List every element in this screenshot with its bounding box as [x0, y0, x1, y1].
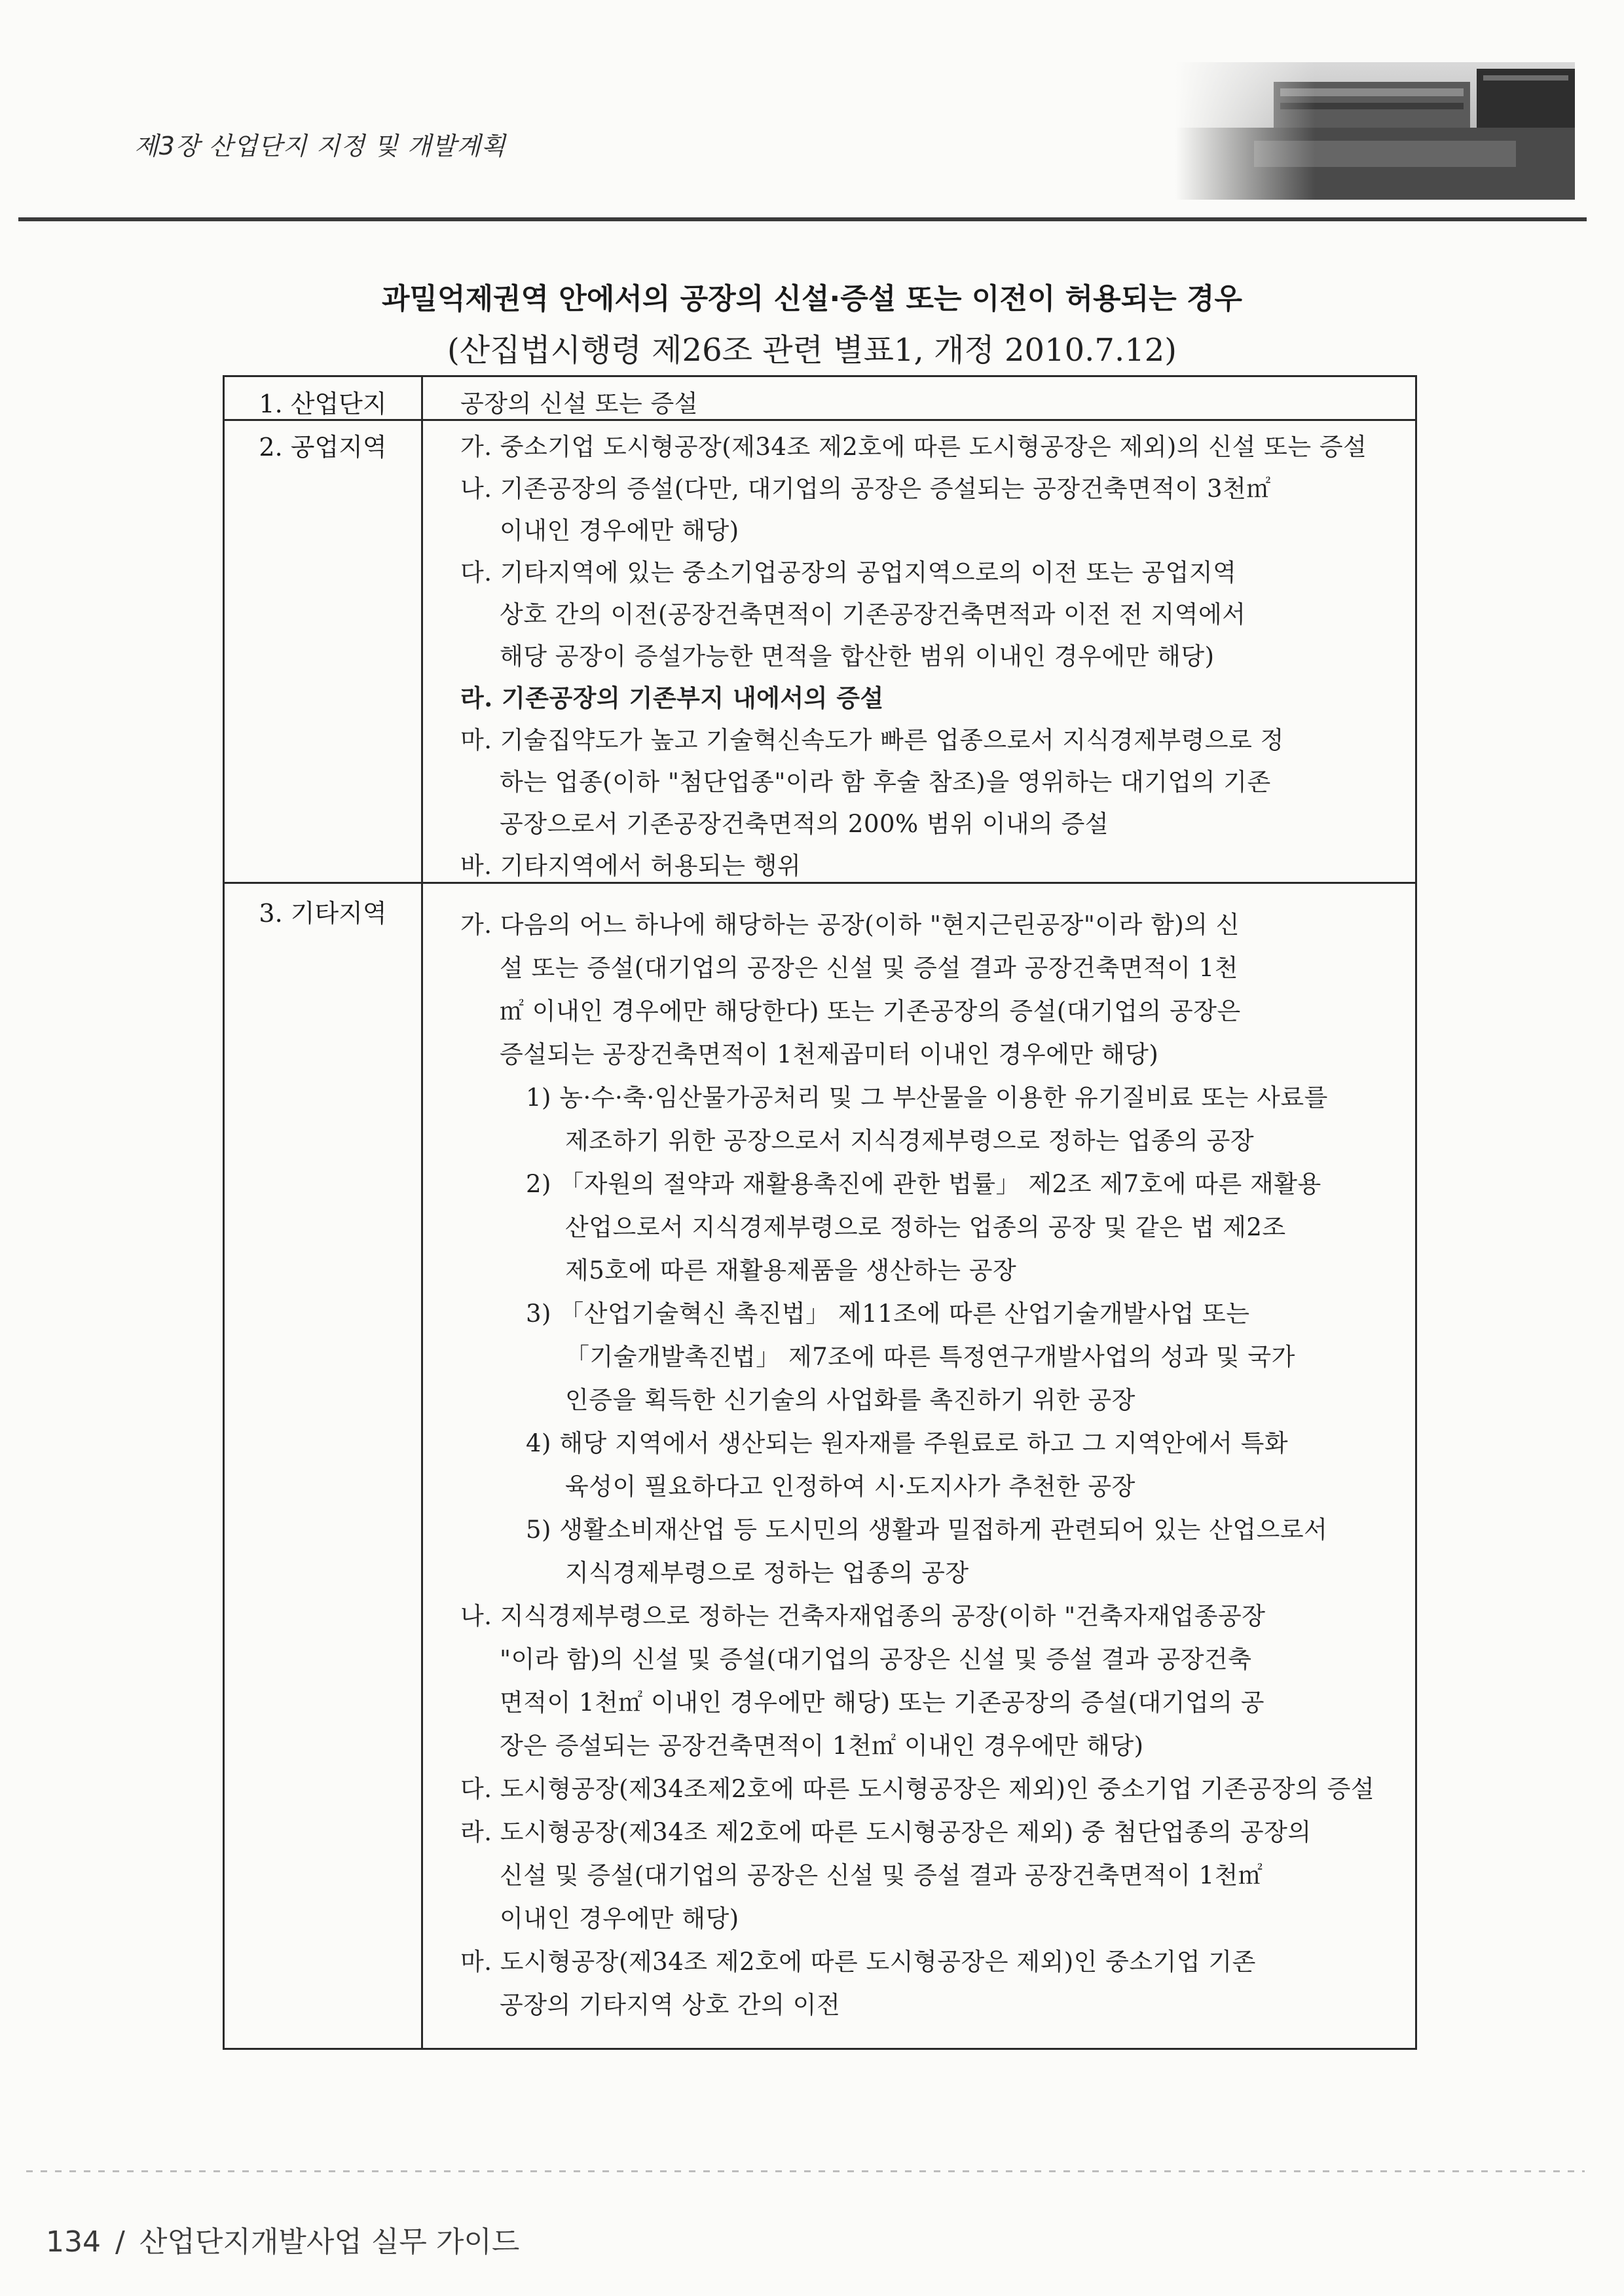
table-line: 3) 「산업기술혁신 촉진법」 제11조에 따른 산업기술개발사업 또는 — [526, 1300, 1250, 1328]
header-building-photo — [1175, 62, 1575, 200]
table-line: "이라 함)의 신설 및 증설(대기업의 공장은 신설 및 증설 결과 공장건축 — [500, 1645, 1252, 1673]
document-subtitle: (산집법시행령 제26조 관련 별표1, 개정 2010.7.12) — [447, 332, 1177, 369]
row-divider — [225, 882, 1415, 884]
table-line: 산업으로서 지식경제부령으로 정하는 업종의 공장 및 같은 법 제2조 — [565, 1213, 1286, 1241]
table-line: 4) 해당 지역에서 생산되는 원자재를 주원료로 하고 그 지역안에서 특화 — [526, 1429, 1289, 1457]
table-line: 장은 증설되는 공장건축면적이 1천㎡ 이내인 경우에만 해당) — [500, 1732, 1144, 1760]
category-label-other-zone: 3. 기타지역 — [259, 899, 387, 928]
regulation-table — [223, 375, 1417, 2050]
table-line: 이내인 경우에만 해당) — [500, 1904, 739, 1933]
book-title: 산업단지개발사업 실무 가이드 — [139, 2225, 520, 2259]
footer-separator: / — [115, 2225, 125, 2259]
chapter-title: 제3장 산업단지 지정 및 개발계획 — [134, 132, 506, 160]
table-line: 공장의 기타지역 상호 간의 이전 — [500, 1991, 841, 2019]
table-line: 가. 중소기업 도시형공장(제34조 제2호에 따른 도시형공장은 제외)의 신설 또는 증설 — [460, 433, 1367, 461]
header-rule — [18, 217, 1587, 221]
table-line: 2) 「자원의 절약과 재활용촉진에 관한 법률」 제2조 제7호에 따른 재활용 — [526, 1170, 1321, 1198]
document-title: 과밀억제권역 안에서의 공장의 신설·증설 또는 이전이 허용되는 경우 — [381, 282, 1243, 316]
table-line: 이내인 경우에만 해당) — [500, 517, 739, 545]
table-line: ㎡ 이내인 경우에만 해당한다) 또는 기존공장의 증설(대기업의 공장은 — [500, 997, 1241, 1025]
table-line: 다. 도시형공장(제34조제2호에 따른 도시형공장은 제외)인 중소기업 기존공장의 증설 — [460, 1775, 1375, 1803]
table-line: 라. 도시형공장(제34조 제2호에 따른 도시형공장은 제외) 중 첨단업종의 공장의 — [460, 1818, 1312, 1846]
table-line: 증설되는 공장건축면적이 1천제곱미터 이내인 경우에만 해당) — [500, 1040, 1159, 1068]
table-line: 육성이 필요하다고 인정하여 시·도지사가 추천한 공장 — [565, 1472, 1135, 1501]
table-line: 지식경제부령으로 정하는 업종의 공장 — [565, 1559, 969, 1587]
category-label-industrial-complex: 1. 산업단지 — [259, 390, 387, 418]
table-line: 인증을 획득한 신기술의 사업화를 촉진하기 위한 공장 — [565, 1386, 1135, 1414]
table-line: 제조하기 위한 공장으로서 지식경제부령으로 정하는 업종의 공장 — [565, 1127, 1255, 1155]
table-line: 하는 업종(이하 "첨단업종"이라 함 후술 참조)을 영위하는 대기업의 기존 — [500, 768, 1271, 796]
table-line: 바. 기타지역에서 허용되는 행위 — [460, 852, 802, 880]
table-line: 가. 다음의 어느 하나에 해당하는 공장(이하 "현지근린공장"이라 함)의 신 — [460, 911, 1240, 939]
table-line: 상호 간의 이전(공장건축면적이 기존공장건축면적과 이전 전 지역에서 — [500, 600, 1246, 629]
footer-dotted-rule — [26, 2170, 1585, 2172]
table-line: 마. 기술집약도가 높고 기술혁신속도가 빠른 업종으로서 지식경제부령으로 정 — [460, 726, 1284, 754]
table-line: 공장의 신설 또는 증설 — [460, 390, 698, 418]
table-line: 5) 생활소비재산업 등 도시민의 생활과 밀접하게 관련되어 있는 산업으로서 — [526, 1516, 1328, 1544]
table-line: 나. 지식경제부령으로 정하는 건축자재업종의 공장(이하 "건축자재업종공장 — [460, 1602, 1266, 1630]
table-line: 다. 기타지역에 있는 중소기업공장의 공업지역으로의 이전 또는 공업지역 — [460, 558, 1237, 587]
table-line: 마. 도시형공장(제34조 제2호에 따른 도시형공장은 제외)인 중소기업 기존 — [460, 1948, 1256, 1976]
table-line: 해당 공장이 증설가능한 면적을 합산한 범위 이내인 경우에만 해당) — [500, 642, 1215, 670]
table-line: 신설 및 증설(대기업의 공장은 신설 및 증설 결과 공장건축면적이 1천㎡ — [500, 1861, 1263, 1889]
table-line: 나. 기존공장의 증설(다만, 대기업의 공장은 증설되는 공장건축면적이 3천㎡ — [460, 475, 1271, 503]
table-line: 1) 농·수·축·임산물가공처리 및 그 부산물을 이용한 유기질비료 또는 사료를 — [526, 1084, 1328, 1112]
footer — [46, 2218, 519, 2260]
table-line: 설 또는 증설(대기업의 공장은 신설 및 증설 결과 공장건축면적이 1천 — [500, 954, 1238, 982]
table-line: 「기술개발촉진법」 제7조에 따른 특정연구개발사업의 성과 및 국가 — [565, 1343, 1295, 1371]
page-number: 134 — [46, 2225, 101, 2259]
table-line: 공장으로서 기존공장건축면적의 200% 범위 이내의 증설 — [500, 810, 1109, 838]
column-divider — [421, 377, 423, 2048]
table-line: 라. 기존공장의 기존부지 내에서의 증설 — [460, 683, 884, 712]
category-label-industrial-zone: 2. 공업지역 — [259, 433, 387, 462]
table-line: 면적이 1천㎡ 이내인 경우에만 해당) 또는 기존공장의 증설(대기업의 공 — [500, 1688, 1265, 1717]
table-line: 제5호에 따른 재활용제품을 생산하는 공장 — [565, 1256, 1017, 1285]
